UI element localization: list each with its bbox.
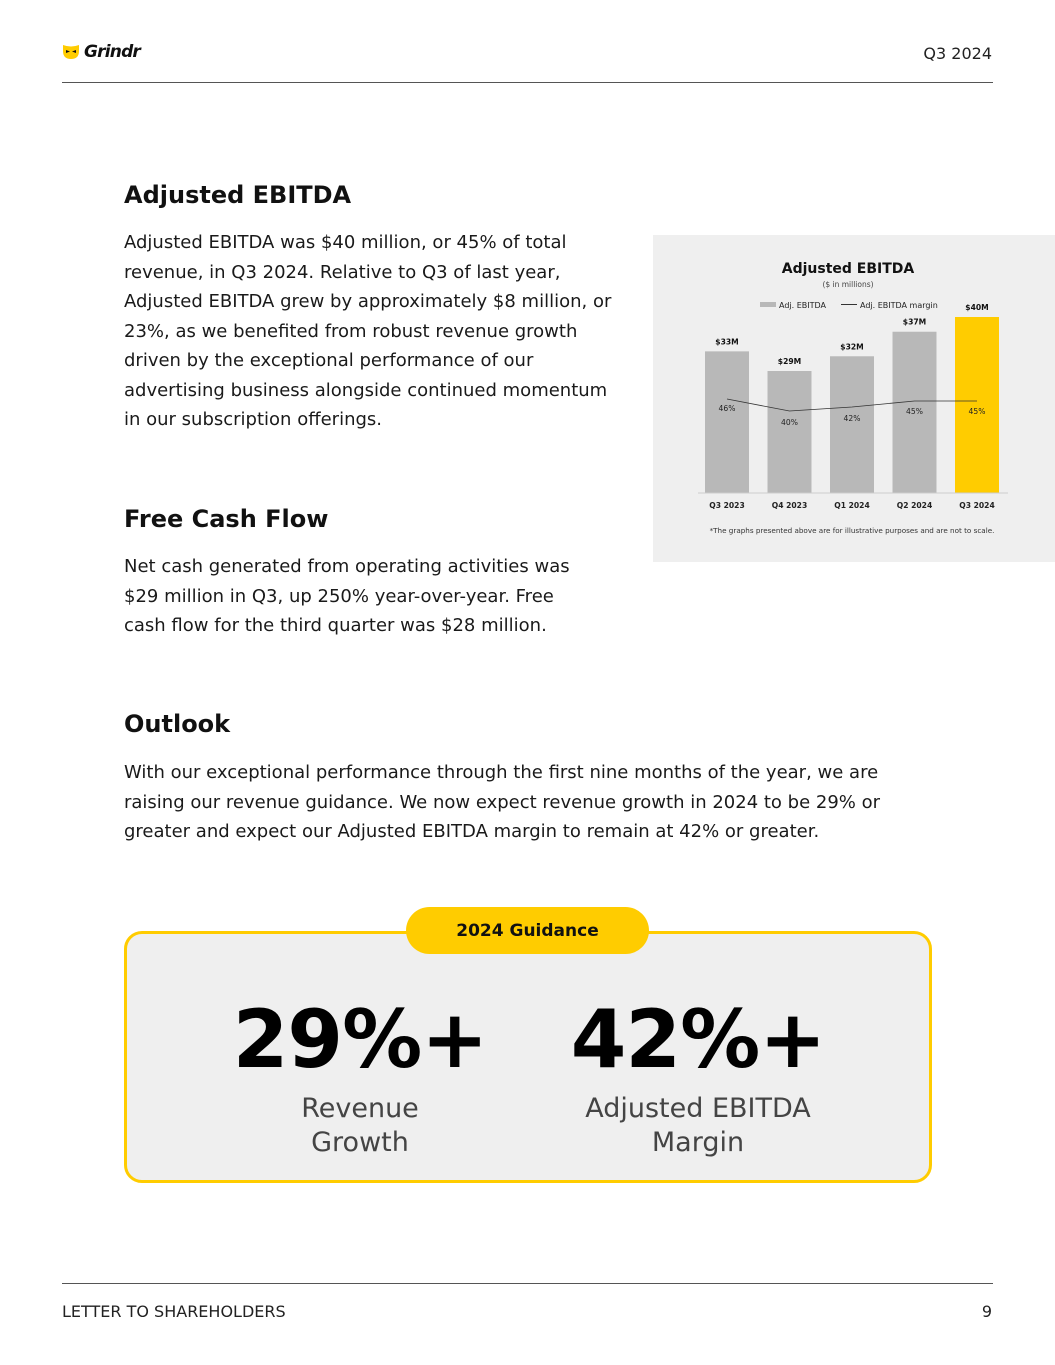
outlook-body: With our exceptional performance through the first nine months of the year, we are raising our revenue guidance. We now expect revenue growth in 2024 to be 29% or greater and expect our Adjusted EBITDA margin to remain at 42% or greater. xyxy=(124,762,881,842)
chart-footnote: *The graphs presented above are for illustrative purposes and are not to scale. xyxy=(709,526,995,535)
x-tick-label: Q1 2024 xyxy=(834,501,870,510)
ebitda-chart xyxy=(653,235,1055,562)
x-tick-label: Q2 2024 xyxy=(896,501,933,510)
legend-label-line: Adj. EBITDA margin xyxy=(860,301,938,310)
footer-divider xyxy=(62,1283,993,1284)
metric-label-line: Margin xyxy=(651,1127,745,1158)
x-tick-label: Q3 2023 xyxy=(709,501,745,510)
ebitda-heading: Adjusted EBITDA xyxy=(124,181,352,209)
bar-value-label: $40M xyxy=(965,303,989,312)
grindr-mask-icon xyxy=(62,44,80,60)
guidance-metric-revenue xyxy=(190,993,530,1160)
fcf-body: Net cash generated from operating activities was $29 million in Q3, up 250% year-over-year. Free cash flow for the third quarter was $28 million. xyxy=(124,556,570,636)
header-divider xyxy=(62,82,993,83)
brand-logo xyxy=(62,42,140,62)
chart-subtitle: ($ in millions) xyxy=(822,280,874,289)
outlook-heading: Outlook xyxy=(124,710,231,738)
guidance-title: 2024 Guidance xyxy=(406,907,649,954)
bar-q3-2024 xyxy=(955,317,999,493)
metric-label-line: Revenue xyxy=(301,1093,419,1124)
chart-title: Adjusted EBITDA xyxy=(781,261,915,277)
metric-value: 42%+ xyxy=(570,993,826,1086)
metric-label-line: Adjusted EBITDA xyxy=(585,1093,811,1124)
legend-swatch-bar xyxy=(760,302,776,307)
guidance-metric-margin xyxy=(528,993,868,1160)
x-tick-label: Q4 2023 xyxy=(771,501,808,510)
ebitda-chart-panel xyxy=(653,235,1055,562)
bar-value-label: $33M xyxy=(715,337,739,347)
margin-label: 40% xyxy=(781,418,798,427)
metric-value: 29%+ xyxy=(232,993,488,1086)
metric-label xyxy=(528,1092,868,1160)
x-tick-label: Q3 2024 xyxy=(959,501,995,510)
bar-q1-2024 xyxy=(830,356,874,493)
brand-wordmark: Grindr xyxy=(84,42,141,62)
page-number: 9 xyxy=(981,1302,992,1321)
ebitda-body: Adjusted EBITDA was $40 million, or 45% of total revenue, in Q3 2024. Relative to Q3 of last year, Adjusted EBITDA grew by approximately $8 million, or 23%, as we benefited from robust revenue growth driven by the exceptional performance of our advertising business alongside continued momentum in our subscription offerings. xyxy=(124,232,612,430)
margin-label: 45% xyxy=(968,407,986,416)
bar-q3-2023 xyxy=(705,351,749,493)
metric-label-line: Growth xyxy=(311,1127,409,1158)
fcf-heading: Free Cash Flow xyxy=(124,505,329,533)
legend-label-bar: Adj. EBITDA xyxy=(779,301,826,310)
metric-label xyxy=(190,1092,530,1160)
bar-q4-2023 xyxy=(768,371,812,493)
bar-value-label: $32M xyxy=(840,342,864,352)
report-period: Q3 2024 xyxy=(923,44,992,63)
margin-label: 46% xyxy=(718,404,736,413)
margin-label: 45% xyxy=(906,407,923,416)
footer-title: LETTER TO SHAREHOLDERS xyxy=(62,1302,286,1321)
margin-label: 42% xyxy=(843,414,861,423)
bar-value-label: $37M xyxy=(902,317,927,327)
bar-value-label: $29M xyxy=(777,357,802,366)
